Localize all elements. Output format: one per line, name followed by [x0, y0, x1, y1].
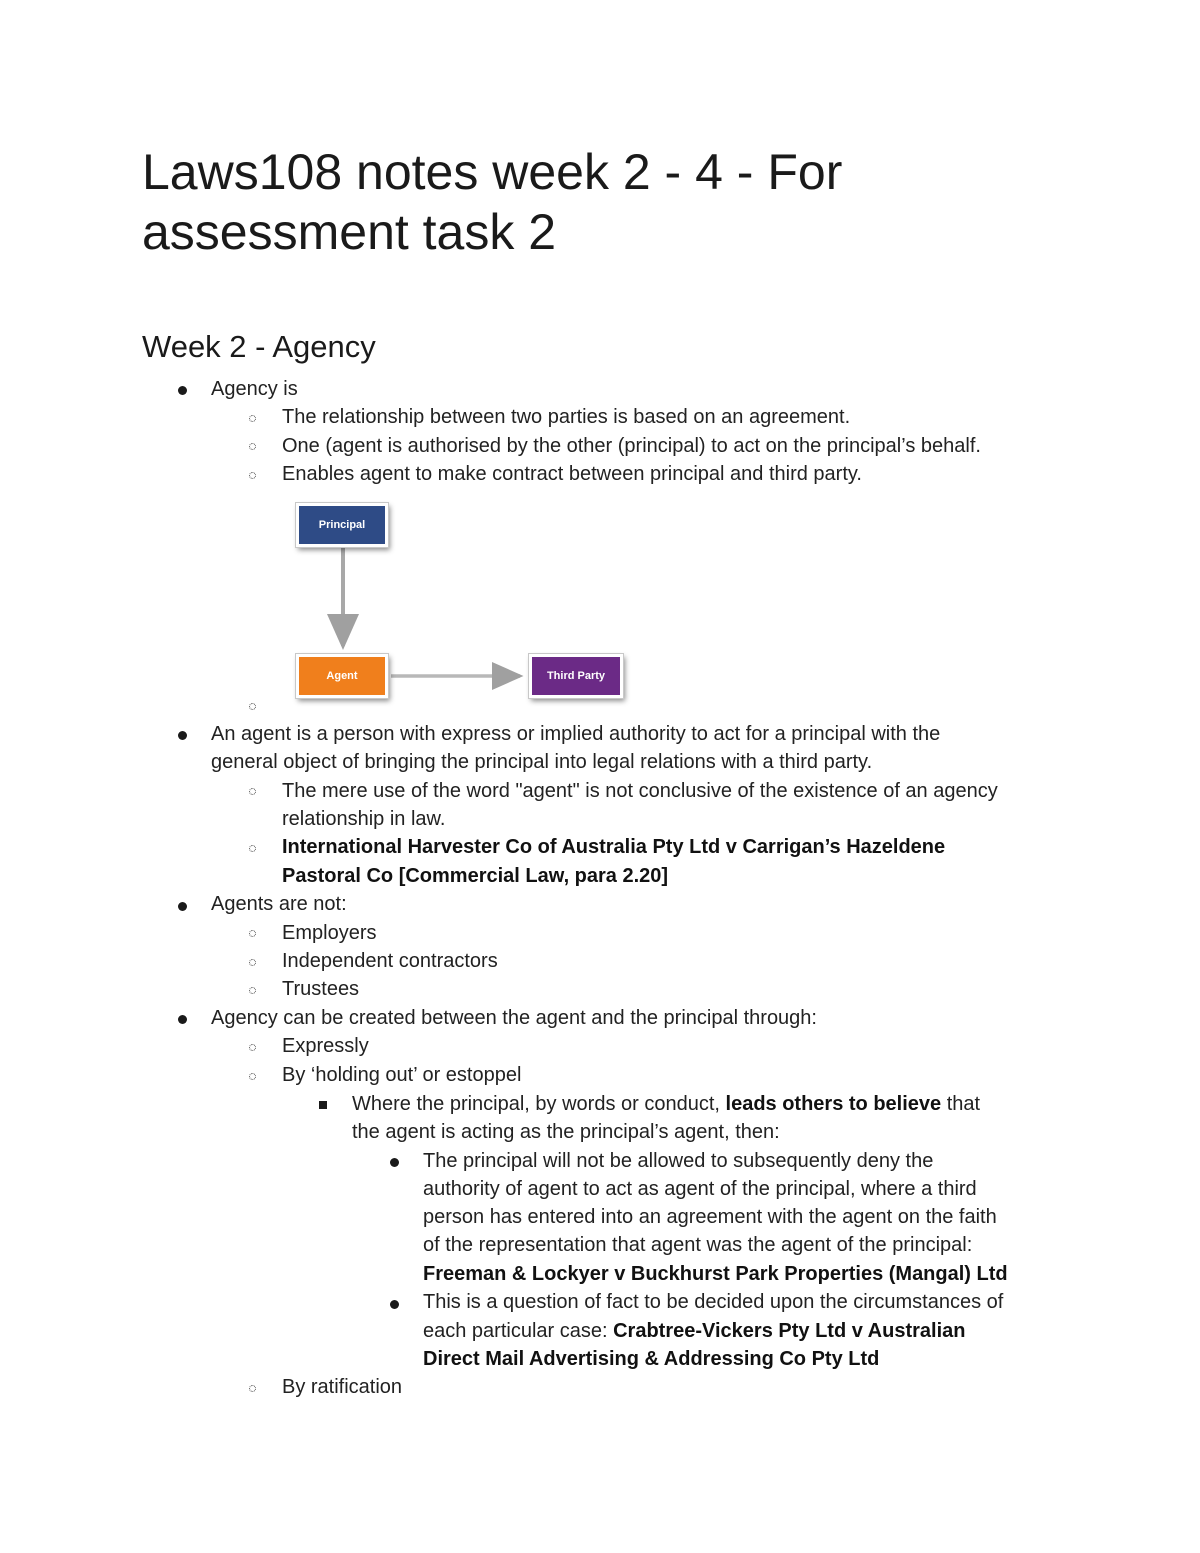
- text-run: that: [946, 1093, 981, 1115]
- list-item: Agents are not:: [211, 893, 347, 915]
- list-item-continued: relationship in law.: [282, 808, 446, 830]
- bullet-circle: [249, 1385, 256, 1392]
- list-item: [352, 1090, 980, 1118]
- case-name: Pastoral Co [Commercial Law, para 2.20]: [282, 865, 669, 887]
- list-item-continued: authority of agent to act as agent of the principal, where a third: [423, 1178, 977, 1200]
- case-citation: [282, 833, 945, 861]
- list-item: Enables agent to make contract between principal and third party.: [282, 463, 862, 485]
- text-run: Where the principal, by words or conduct,: [352, 1093, 720, 1115]
- list-item-continued: [423, 1317, 965, 1345]
- list-item: Independent contractors: [282, 950, 498, 972]
- case-name: International Harvester Co of Australia Pty Ltd v Carrigan’s Hazeldene: [282, 836, 946, 858]
- text-run: each particular case:: [423, 1320, 608, 1342]
- bullet-circle: [249, 443, 256, 450]
- list-item: The principal will not be allowed to subsequently deny the: [423, 1150, 934, 1172]
- case-name: Direct Mail Advertising & Addressing Co Pty Ltd: [423, 1348, 880, 1370]
- bullet-circle: [249, 930, 256, 937]
- bullet-dot: [178, 1015, 187, 1024]
- bullet-dot: [178, 902, 187, 911]
- list-item-continued: person has entered into an agreement with the agent on the faith: [423, 1206, 997, 1228]
- bullet-circle: [249, 845, 256, 852]
- case-citation: [423, 1260, 1008, 1288]
- agent-box: Agent: [296, 654, 388, 698]
- document-title: Laws108 notes week 2 - 4 - For assessment task 2: [142, 144, 843, 260]
- bullet-dot: [390, 1300, 399, 1309]
- list-item: An agent is a person with express or implied authority to act for a principal with the: [211, 723, 941, 745]
- section-heading: Week 2 - Agency: [142, 329, 376, 364]
- list-item: The relationship between two parties is based on an agreement.: [282, 406, 851, 428]
- list-item: Agency is: [211, 378, 298, 400]
- emphasis-text: leads others to believe: [725, 1093, 942, 1115]
- list-item: This is a question of fact to be decided upon the circumstances of: [423, 1291, 1004, 1313]
- case-name: Crabtree-Vickers Pty Ltd v Australian: [613, 1320, 966, 1342]
- list-item-continued: the agent is acting as the principal’s agent, then:: [352, 1121, 780, 1143]
- case-citation-continued: [282, 862, 668, 890]
- list-item: The mere use of the word "agent" is not conclusive of the existence of an agency: [282, 780, 998, 802]
- bullet-circle: [249, 1044, 256, 1051]
- list-item: Expressly: [282, 1035, 369, 1057]
- list-item-continued: of the representation that agent was the agent of the principal:: [423, 1234, 973, 1256]
- principal-box: Principal: [296, 503, 388, 547]
- bullet-circle: [249, 959, 256, 966]
- list-item: By ‘holding out’ or estoppel: [282, 1064, 522, 1086]
- list-item: One (agent is authorised by the other (principal) to act on the principal’s behalf.: [282, 435, 981, 457]
- list-item: Trustees: [282, 978, 360, 1000]
- third-party-box: Third Party: [529, 654, 623, 698]
- list-item: By ratification: [282, 1376, 403, 1398]
- bullet-circle: [249, 1073, 256, 1080]
- bullet-dot: [178, 731, 187, 740]
- bullet-circle: [249, 703, 256, 710]
- bullet-circle: [249, 788, 256, 795]
- case-name: Freeman & Lockyer v Buckhurst Park Properties (Mangal) Ltd: [423, 1263, 1008, 1285]
- list-item: Employers: [282, 922, 377, 944]
- bullet-circle: [249, 472, 256, 479]
- bullet-circle: [249, 415, 256, 422]
- bullet-dot: [178, 386, 187, 395]
- case-citation-continued: [423, 1345, 879, 1373]
- bullet-circle: [249, 987, 256, 994]
- list-item: Agency can be created between the agent and the principal through:: [211, 1007, 817, 1029]
- bullet-square: [319, 1101, 327, 1109]
- list-item-continued: general object of bringing the principal into legal relations with a third party.: [211, 751, 873, 773]
- bullet-dot: [390, 1158, 399, 1167]
